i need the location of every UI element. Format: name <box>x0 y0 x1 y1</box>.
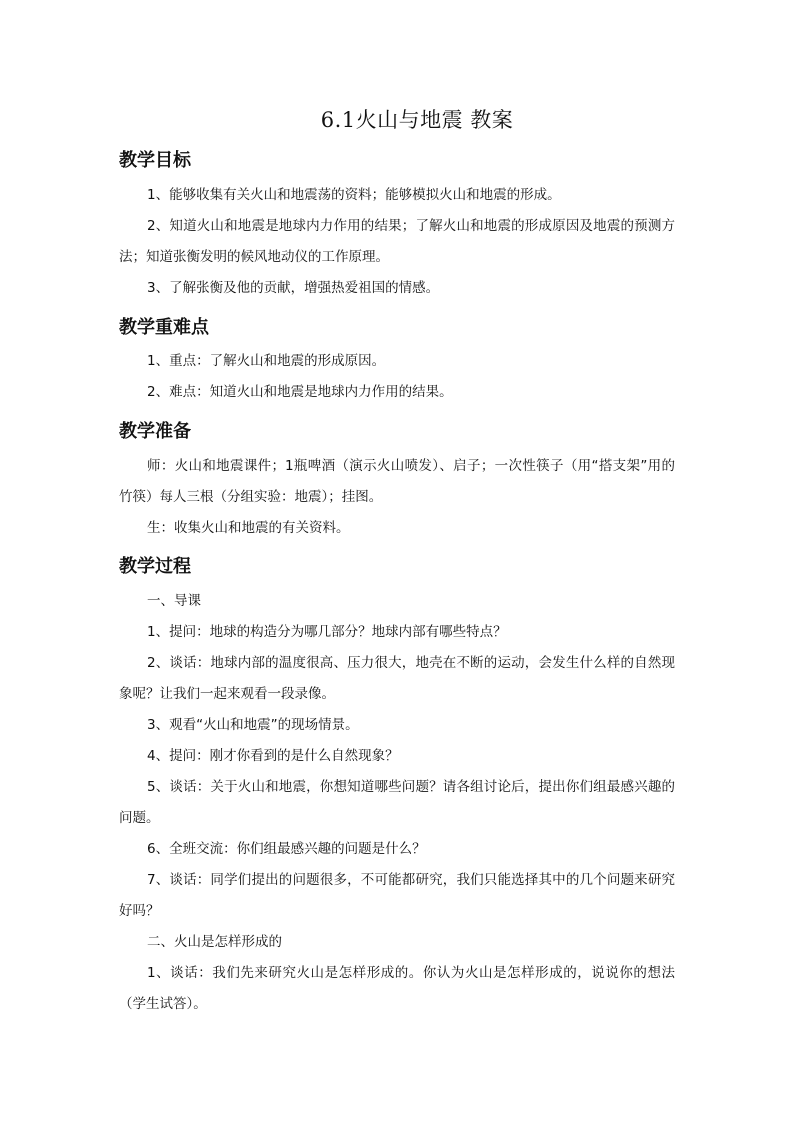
heading-teaching-goals: 教学目标 <box>119 150 191 171</box>
process-step-4: 4、提问：刚才你看到的是什么自然现象？ <box>147 748 399 764</box>
prep-student: 生：收集火山和地震的有关资料。 <box>147 520 350 536</box>
volcano-step-1: 1、谈话：我们先来研究火山是怎样形成的。你认为火山是怎样形成的，说说你的想法（学生试答）。 <box>119 965 675 1012</box>
process-step-1: 1、提问：地球的构造分为哪几部分？地球内部有哪些特点？ <box>147 624 507 640</box>
document-title: 6.1火山与地震 教案 <box>320 108 514 132</box>
goal-item-1: 1、能够收集有关火山和地震荡的资料；能够模拟火山和地震的形成。 <box>147 187 561 203</box>
process-step-3: 3、观看“火山和地震”的现场情景。 <box>147 717 359 733</box>
goal-item-3: 3、了解张衡及他的贡献，增强热爱祖国的情感。 <box>147 280 440 296</box>
process-step-2: 2、谈话：地球内部的温度很高、压力很大，地壳在不断的运动，会发生什么样的自然现象呢？让我们一起来观看一段录像。 <box>119 655 675 702</box>
process-section-intro: 一、导课 <box>147 593 201 609</box>
heading-process: 教学过程 <box>119 556 191 577</box>
heading-key-points: 教学重难点 <box>119 317 209 338</box>
process-step-5: 5、谈话：关于火山和地震，你想知道哪些问题？请各组讨论后，提出你们组最感兴趣的问题。 <box>119 779 675 826</box>
process-section-volcano: 二、火山是怎样形成的 <box>147 934 282 950</box>
heading-preparation: 教学准备 <box>119 421 191 442</box>
process-step-7: 7、谈话：同学们提出的问题很多，不可能都研究，我们只能选择其中的几个问题来研究好吗？ <box>119 872 675 919</box>
prep-teacher: 师：火山和地震课件；1瓶啤酒（演示火山喷发）、启子；一次性筷子（用“搭支架”用的竹筷）每人三根（分组实验：地震）；挂图。 <box>119 458 675 505</box>
process-step-6: 6、全班交流：你们组最感兴趣的问题是什么？ <box>147 841 426 857</box>
key-point-1: 1、重点：了解火山和地震的形成原因。 <box>147 353 386 369</box>
goal-item-2: 2、知道火山和地震是地球内力作用的结果；了解火山和地震的形成原因及地震的预测方法；知道张衡发明的候风地动仪的工作原理。 <box>119 218 675 265</box>
key-point-2: 2、难点：知道火山和地震是地球内力作用的结果。 <box>147 384 453 400</box>
